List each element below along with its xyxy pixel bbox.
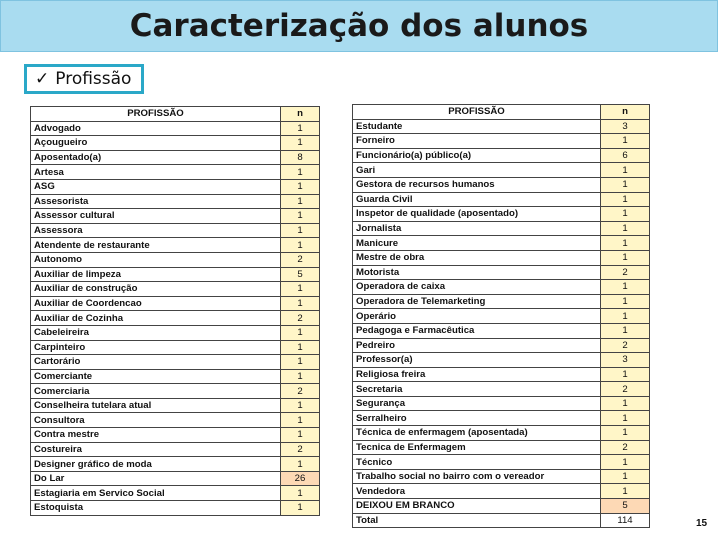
table-row [31,194,320,209]
profession-cell: Do Lar [31,471,281,486]
table-row [31,121,320,136]
table-row [31,165,320,180]
page-title: Caracterização dos alunos [129,8,589,44]
count-cell: 2 [601,440,650,455]
profession-cell: Secretaria [353,382,601,397]
count-cell: 2 [281,311,320,326]
count-cell: 8 [281,150,320,165]
profession-cell: Advogado [31,121,281,136]
profession-cell: Técnico [353,455,601,470]
profession-cell: Auxiliar de limpeza [31,267,281,282]
count-cell: 2 [601,338,650,353]
count-cell: 1 [601,323,650,338]
table-row [31,340,320,355]
section-label-text: Profissão [55,69,132,89]
profession-cell: Operadora de Telemarketing [353,294,601,309]
count-cell: 1 [281,340,320,355]
table-row [353,192,650,207]
count-cell: 1 [281,179,320,194]
profession-cell: Auxiliar de construção [31,282,281,297]
table-row [353,382,650,397]
profession-cell: Cartorário [31,355,281,370]
table-row [353,513,650,528]
header-profession: PROFISSÃO [31,107,281,122]
profession-cell: Serralheiro [353,411,601,426]
count-cell: 3 [601,353,650,368]
table-row [353,353,650,368]
profession-cell: Assesorista [31,194,281,209]
profession-cell: Gestora de recursos humanos [353,177,601,192]
count-cell: 1 [601,177,650,192]
profession-cell: Auxiliar de Cozinha [31,311,281,326]
profession-cell: Comerciante [31,369,281,384]
table-row [31,398,320,413]
count-cell: 1 [601,250,650,265]
table-row [353,119,650,134]
profession-cell: Operário [353,309,601,324]
table-row [353,484,650,499]
count-cell: 1 [281,194,320,209]
count-cell: 5 [281,267,320,282]
count-cell: 1 [601,236,650,251]
table-row [353,134,650,149]
count-cell: 1 [281,413,320,428]
table-row [31,355,320,370]
count-cell: 1 [601,134,650,149]
count-cell: 3 [601,119,650,134]
profession-cell: Guarda Civil [353,192,601,207]
count-cell: 1 [601,280,650,295]
profession-cell: Motorista [353,265,601,280]
count-cell: 1 [281,486,320,501]
title-bar [0,0,718,52]
profession-cell: Estoquista [31,501,281,516]
profession-cell: Total [353,513,601,528]
profession-cell: Gari [353,163,601,178]
count-cell: 114 [601,513,650,528]
table-row [31,150,320,165]
table-row [31,209,320,224]
count-cell: 1 [281,501,320,516]
count-cell: 2 [601,265,650,280]
count-cell: 1 [601,294,650,309]
profession-cell: Trabalho social no bairro com o vereador [353,469,601,484]
profession-cell: Estagiaria em Servico Social [31,486,281,501]
profession-cell: Consultora [31,413,281,428]
count-cell: 1 [601,207,650,222]
profession-cell: Conselheira tutelara atual [31,398,281,413]
count-cell: 1 [601,309,650,324]
table-row [353,207,650,222]
count-cell: 26 [281,471,320,486]
table-row [353,469,650,484]
profession-cell: Açougueiro [31,136,281,151]
count-cell: 1 [281,121,320,136]
profession-cell: Artesa [31,165,281,180]
table-row [31,136,320,151]
table-row [31,384,320,399]
profession-cell: Manicure [353,236,601,251]
table-row [31,501,320,516]
profession-cell: Tecnica de Enfermagem [353,440,601,455]
table-row [31,238,320,253]
table-row [353,396,650,411]
count-cell: 1 [281,457,320,472]
profession-cell: Estudante [353,119,601,134]
professions-table-left [30,106,320,516]
profession-cell: Pedagoga e Farmacêutica [353,323,601,338]
count-cell: 1 [601,163,650,178]
header-count: n [601,105,650,120]
profession-cell: Carpinteiro [31,340,281,355]
profession-cell: Forneiro [353,134,601,149]
profession-cell: Religiosa freira [353,367,601,382]
count-cell: 1 [281,369,320,384]
table-row [353,280,650,295]
count-cell: 1 [281,282,320,297]
table-row [353,148,650,163]
table-header-row [31,107,320,122]
count-cell: 2 [281,252,320,267]
profession-cell: Atendente de restaurante [31,238,281,253]
count-cell: 1 [601,469,650,484]
count-cell: 1 [281,165,320,180]
table-row [353,367,650,382]
profession-cell: Inspetor de qualidade (aposentado) [353,207,601,222]
table-row [353,221,650,236]
count-cell: 1 [601,396,650,411]
count-cell: 2 [601,382,650,397]
count-cell: 1 [281,136,320,151]
count-cell: 1 [601,484,650,499]
count-cell: 1 [281,325,320,340]
profession-cell: Auxiliar de Coordencao [31,296,281,311]
table-row [31,413,320,428]
profession-cell: Técnica de enfermagem (aposentada) [353,426,601,441]
table-row [31,267,320,282]
table-row [31,442,320,457]
profession-cell: Vendedora [353,484,601,499]
table-row [353,294,650,309]
count-cell: 5 [601,499,650,514]
section-label [24,64,144,94]
header-count: n [281,107,320,122]
checkmark-icon: ✓ [35,69,50,89]
profession-cell: Assessor cultural [31,209,281,224]
table-row [353,163,650,178]
profession-cell: DEIXOU EM BRANCO [353,499,601,514]
count-cell: 1 [281,398,320,413]
table-row [353,455,650,470]
table-row [31,296,320,311]
table-row [353,426,650,441]
table-row [31,428,320,443]
profession-cell: ASG [31,179,281,194]
count-cell: 1 [601,192,650,207]
profession-cell: Mestre de obra [353,250,601,265]
table-row [31,179,320,194]
profession-cell: Costureira [31,442,281,457]
profession-cell: Funcionário(a) público(a) [353,148,601,163]
profession-cell: Cabeleireira [31,325,281,340]
count-cell: 1 [601,221,650,236]
count-cell: 1 [281,428,320,443]
profession-cell: Professor(a) [353,353,601,368]
table-row [353,177,650,192]
profession-cell: Contra mestre [31,428,281,443]
table-row [353,309,650,324]
count-cell: 2 [281,442,320,457]
table-row [31,282,320,297]
table-row [31,369,320,384]
count-cell: 1 [281,296,320,311]
table-row [31,457,320,472]
table-row [31,252,320,267]
table-row [31,325,320,340]
table-row [353,499,650,514]
count-cell: 6 [601,148,650,163]
table-row [353,250,650,265]
table-row [31,223,320,238]
table-row [353,338,650,353]
table-row [31,471,320,486]
table-row [353,411,650,426]
count-cell: 1 [281,223,320,238]
page-number: 15 [696,518,708,529]
count-cell: 1 [281,355,320,370]
profession-cell: Assessora [31,223,281,238]
profession-cell: Autonomo [31,252,281,267]
profession-cell: Segurança [353,396,601,411]
count-cell: 1 [281,238,320,253]
table-row [31,486,320,501]
table-row [353,265,650,280]
count-cell: 2 [281,384,320,399]
table-row [31,311,320,326]
professions-table-right [352,104,650,528]
count-cell: 1 [601,367,650,382]
profession-cell: Designer gráfico de moda [31,457,281,472]
count-cell: 1 [601,411,650,426]
table-row [353,323,650,338]
count-cell: 1 [601,455,650,470]
profession-cell: Jornalista [353,221,601,236]
table-header-row [353,105,650,120]
profession-cell: Aposentado(a) [31,150,281,165]
profession-cell: Comerciaria [31,384,281,399]
count-cell: 1 [601,426,650,441]
profession-cell: Pedreiro [353,338,601,353]
header-profession: PROFISSÃO [353,105,601,120]
table-row [353,236,650,251]
profession-cell: Operadora de caixa [353,280,601,295]
table-row [353,440,650,455]
count-cell: 1 [281,209,320,224]
